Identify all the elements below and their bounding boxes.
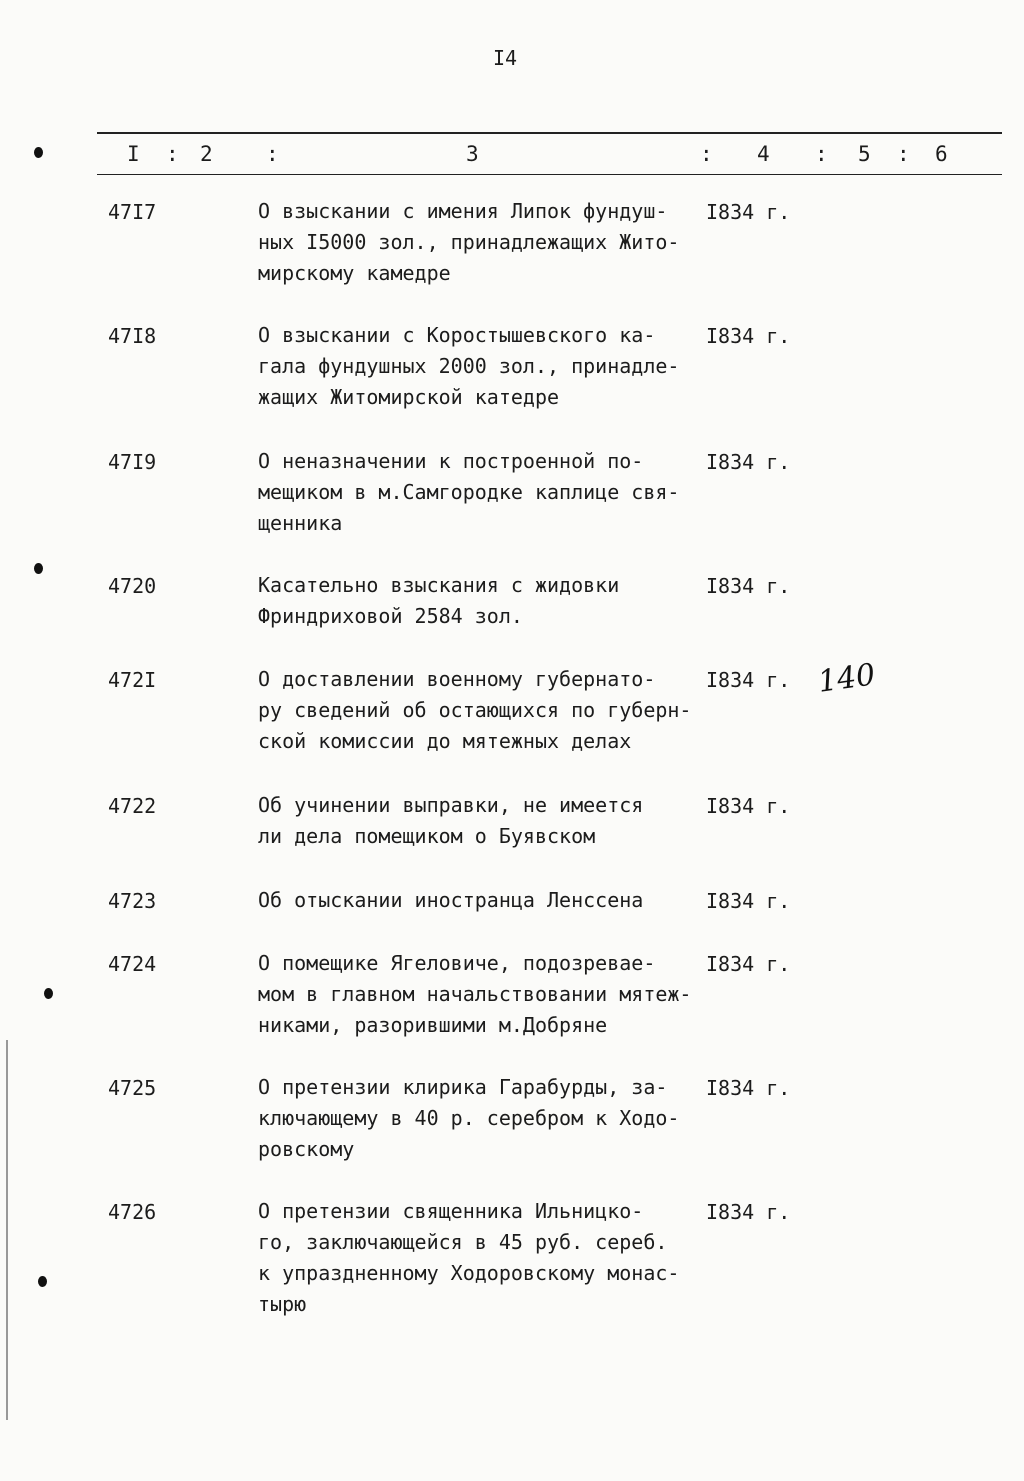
description-line: Фриндриховой 2584 зол. [258,604,523,628]
inventory-number: 47I7 [108,200,157,224]
entry-year: I834 г. [706,324,791,348]
description-line: жащих Житомирской катедре [258,385,560,409]
punch-hole-mark [38,1276,47,1287]
description-line: го, заключающейся в 45 руб. сереб. [258,1230,668,1254]
header-sep-4: : [815,142,828,166]
description-line: Об учинении выправки, не имеется [258,793,644,817]
punch-hole-mark [34,147,43,158]
page-number: I4 [493,46,518,70]
description-line: ключающему в 40 р. серебром к Ходо- [258,1106,680,1130]
description-line: О претензии клирика Гарабурды, за- [258,1075,668,1099]
inventory-number: 4722 [108,794,157,818]
description-line: ровскому [258,1137,355,1161]
entry-year: I834 г. [706,450,791,474]
description-line: тырю [258,1292,307,1316]
description-line: ской комиссии до мятежных делах [258,729,632,753]
inventory-number: 4720 [108,574,157,598]
punch-hole-mark [44,988,53,999]
entry-description [258,885,718,916]
description-line: О претензии священника Ильницко- [258,1199,644,1223]
header-sep-1: : [166,142,179,166]
inventory-number: 4723 [108,889,157,913]
entry-description [258,446,718,539]
header-sep-3: : [700,142,713,166]
punch-hole-mark [34,563,43,574]
description-line: никами, разорившими м.Добряне [258,1013,608,1037]
header-col-5: 5 [858,142,871,166]
header-col-6: 6 [935,142,948,166]
description-line: Об отыскании иностранца Ленссена [258,888,644,912]
inventory-number: 472I [108,668,157,692]
inventory-number: 47I9 [108,450,157,474]
entry-description [258,1196,718,1320]
inventory-number: 4726 [108,1200,157,1224]
entry-year: I834 г. [706,1076,791,1100]
entry-description [258,664,718,757]
entry-description [258,1072,718,1165]
header-sep-5: : [897,142,910,166]
header-col-3: 3 [466,142,479,166]
page-edge-line [6,1040,8,1420]
description-line: О взыскании с Коростышевского ка- [258,323,656,347]
inventory-number: 4724 [108,952,157,976]
description-line: мирскому камедре [258,261,451,285]
description-line: О доставлении военному губернато- [258,667,656,691]
inventory-number: 4725 [108,1076,157,1100]
header-col-2: 2 [200,142,213,166]
entry-description [258,790,718,852]
header-bottom-rule [97,174,1002,175]
description-line: ру сведений об остающихся по губерн- [258,698,692,722]
header-col-4: 4 [757,142,770,166]
entry-description [258,948,718,1041]
description-line: ных I5000 зол., принадлежащих Жито- [258,230,680,254]
entry-description [258,320,718,413]
entry-description [258,196,718,289]
header-sep-2: : [266,142,279,166]
description-line: мещиком в м.Самгородке каплице свя- [258,480,680,504]
description-line: ли дела помещиком о Буявском [258,824,596,848]
entry-year: I834 г. [706,574,791,598]
description-line: О неназначении к построенной по- [258,449,644,473]
description-line: гала фундушных 2000 зол., принадле- [258,354,680,378]
header-col-1: I [127,142,140,166]
entry-description [258,570,718,632]
entry-year: I834 г. [706,889,791,913]
description-line: к упраздненному Ходоровскому монас- [258,1261,680,1285]
inventory-number: 47I8 [108,324,157,348]
description-line: О помещике Ягеловиче, подозревае- [258,951,656,975]
description-line: щенника [258,511,343,535]
entry-year: I834 г. [706,668,791,692]
handwritten-annotation: 140 [815,657,878,700]
description-line: Касательно взыскания с жидовки [258,573,620,597]
entry-year: I834 г. [706,200,791,224]
entry-year: I834 г. [706,952,791,976]
entry-year: I834 г. [706,794,791,818]
header-top-rule [97,132,1002,134]
description-line: О взыскании с имения Липок фундуш- [258,199,668,223]
entry-year: I834 г. [706,1200,791,1224]
description-line: мом в главном начальствовании мятеж- [258,982,692,1006]
